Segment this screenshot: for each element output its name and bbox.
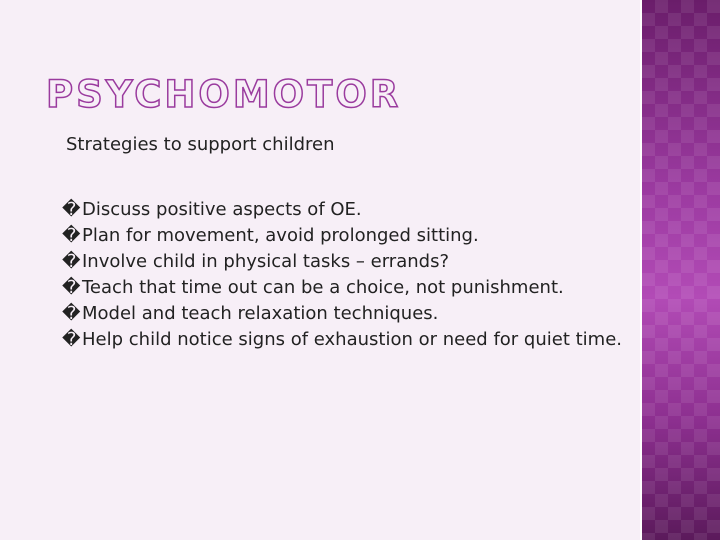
slide-title: PSYCHOMOTOR <box>46 73 402 116</box>
bullet-icon: � <box>62 277 81 298</box>
bullet-icon: � <box>62 225 81 246</box>
bullet-icon: � <box>62 303 81 324</box>
bullet-icon: � <box>62 329 81 350</box>
bullet-text: Discuss positive aspects of OE. <box>82 199 362 220</box>
bullet-item <box>62 250 632 274</box>
bullet-item <box>62 224 632 248</box>
bullet-icon: � <box>62 199 81 220</box>
bullet-text: Plan for movement, avoid prolonged sitting. <box>82 225 479 246</box>
bullet-text: Model and teach relaxation techniques. <box>82 303 439 324</box>
bullet-item <box>62 328 632 352</box>
bullet-icon: � <box>62 251 81 272</box>
bullet-item <box>62 302 632 326</box>
decorative-sidebar <box>642 0 720 540</box>
bullet-item <box>62 198 632 222</box>
bullet-item <box>62 276 632 300</box>
bullet-list <box>62 198 632 354</box>
slide-subtitle: Strategies to support children <box>66 134 335 155</box>
bullet-text: Help child notice signs of exhaustion or need for quiet time. <box>82 329 622 350</box>
bullet-text: Teach that time out can be a choice, not punishment. <box>82 277 564 298</box>
bullet-text: Involve child in physical tasks – errands? <box>82 251 449 272</box>
